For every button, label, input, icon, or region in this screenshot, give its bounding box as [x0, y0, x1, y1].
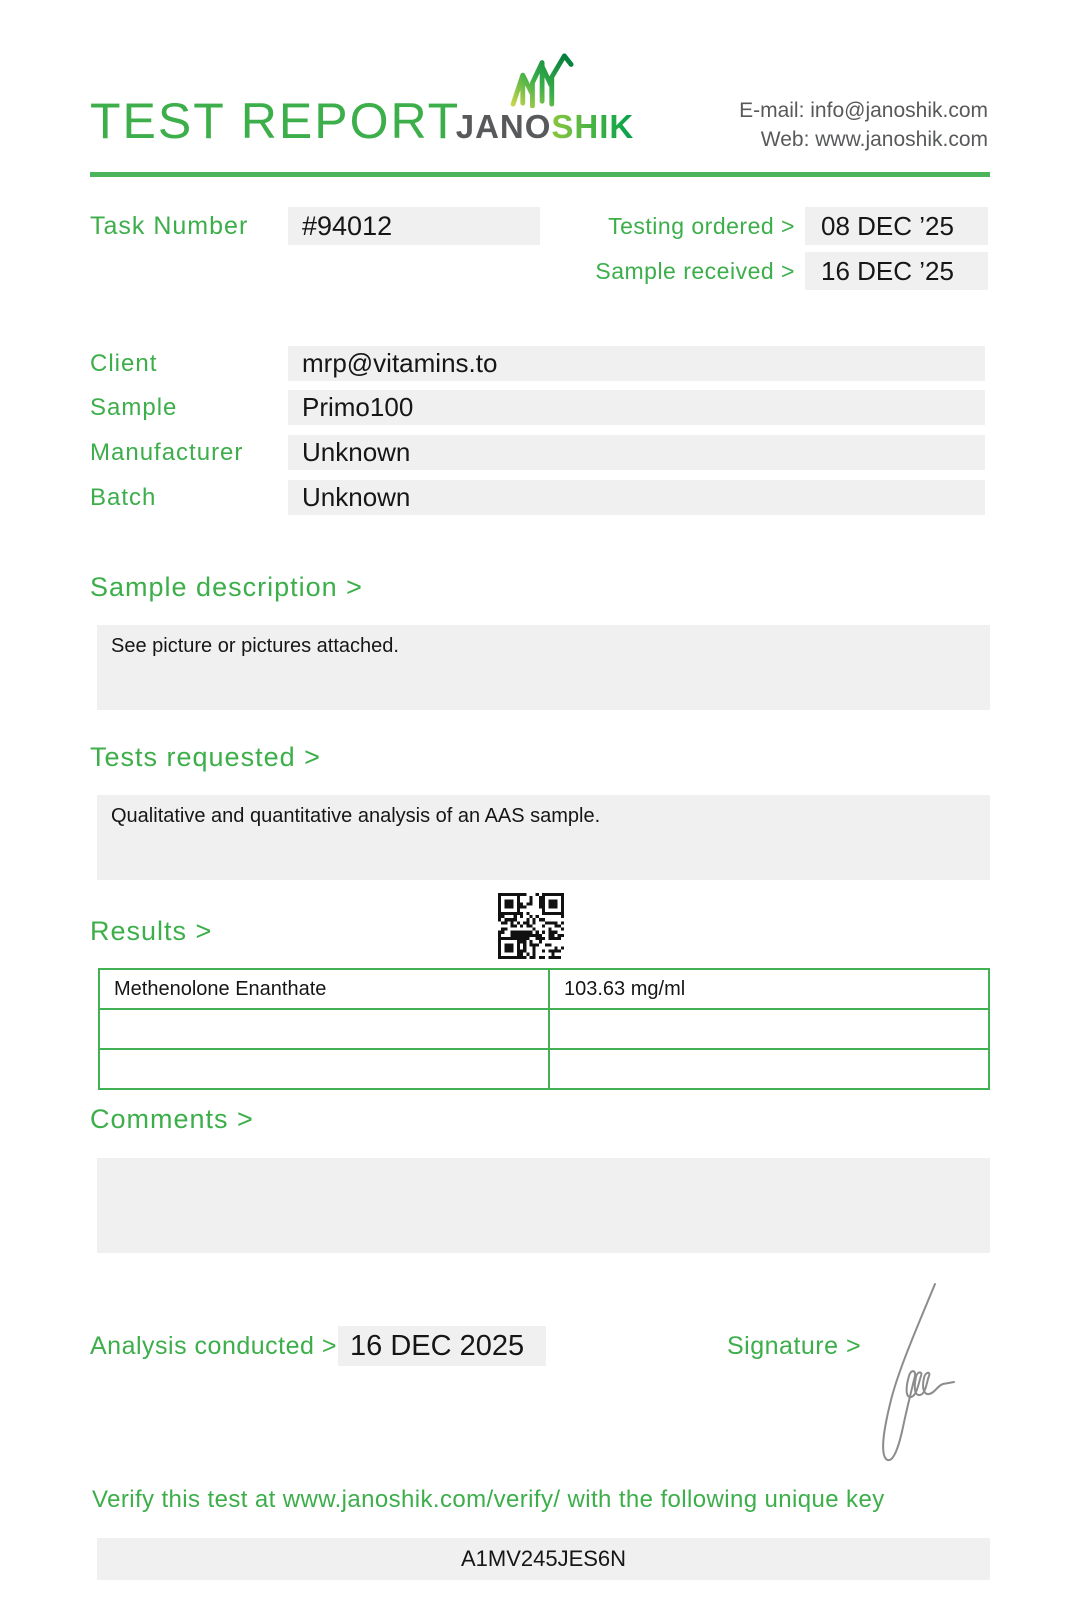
task-number-value: #94012 [288, 207, 540, 245]
signature-label: Signature > [727, 1332, 862, 1360]
client-value: mrp@vitamins.to [288, 346, 985, 381]
brand-word-shik: SHIK [551, 108, 635, 145]
sample-label: Sample [90, 394, 178, 421]
table-row [100, 970, 988, 1008]
analysis-conducted-label: Analysis conducted > [90, 1332, 337, 1360]
brand-wordmark [455, 108, 635, 146]
analysis-conducted-value: 16 DEC 2025 [338, 1326, 546, 1366]
contact-email: E-mail: info@janoshik.com [739, 99, 988, 122]
result-value [548, 1050, 988, 1088]
sample-value: Primo100 [288, 390, 985, 425]
sample-received-label: Sample received > [595, 258, 795, 284]
manufacturer-label: Manufacturer [90, 439, 244, 466]
result-analyte [100, 1050, 548, 1088]
result-value: 103.63 mg/ml [548, 970, 988, 1008]
testing-ordered-label: Testing ordered > [608, 213, 795, 239]
batch-label: Batch [90, 484, 157, 511]
table-row [100, 1048, 988, 1088]
result-analyte: Methenolone Enanthate [114, 978, 327, 1000]
contact-web: Web: www.janoshik.com [760, 128, 988, 151]
brand-word-jano: JANO [455, 108, 552, 145]
results-heading: Results > [90, 916, 213, 946]
comments-box [97, 1158, 990, 1253]
manufacturer-value: Unknown [288, 435, 985, 470]
verify-instruction: Verify this test at www.janoshik.com/verify/ with the following unique key [92, 1486, 885, 1513]
comments-heading: Comments > [90, 1104, 254, 1134]
page-title: TEST REPORT [90, 93, 461, 149]
chart-growth-icon [506, 50, 584, 108]
unique-key-value: A1MV245JES6N [97, 1538, 990, 1580]
client-label: Client [90, 350, 158, 377]
table-row [100, 1008, 988, 1048]
tests-requested-heading: Tests requested > [90, 742, 321, 772]
qr-code [498, 893, 564, 959]
header-divider [90, 172, 990, 177]
results-table [98, 968, 990, 1090]
sample-description-box: See picture or pictures attached. [97, 625, 990, 710]
task-number-label: Task Number [90, 212, 249, 240]
sample-received-value: 16 DEC ’25 [805, 252, 988, 290]
tests-requested-box: Qualitative and quantitative analysis of an AAS sample. [97, 795, 990, 880]
result-value [548, 1010, 988, 1048]
testing-ordered-value: 08 DEC ’25 [805, 207, 988, 245]
result-analyte [100, 1010, 548, 1048]
contact-block [739, 96, 988, 154]
brand-logo [455, 50, 635, 146]
sample-description-heading: Sample description > [90, 572, 363, 602]
signature-scribble [856, 1280, 958, 1465]
batch-value: Unknown [288, 480, 985, 515]
